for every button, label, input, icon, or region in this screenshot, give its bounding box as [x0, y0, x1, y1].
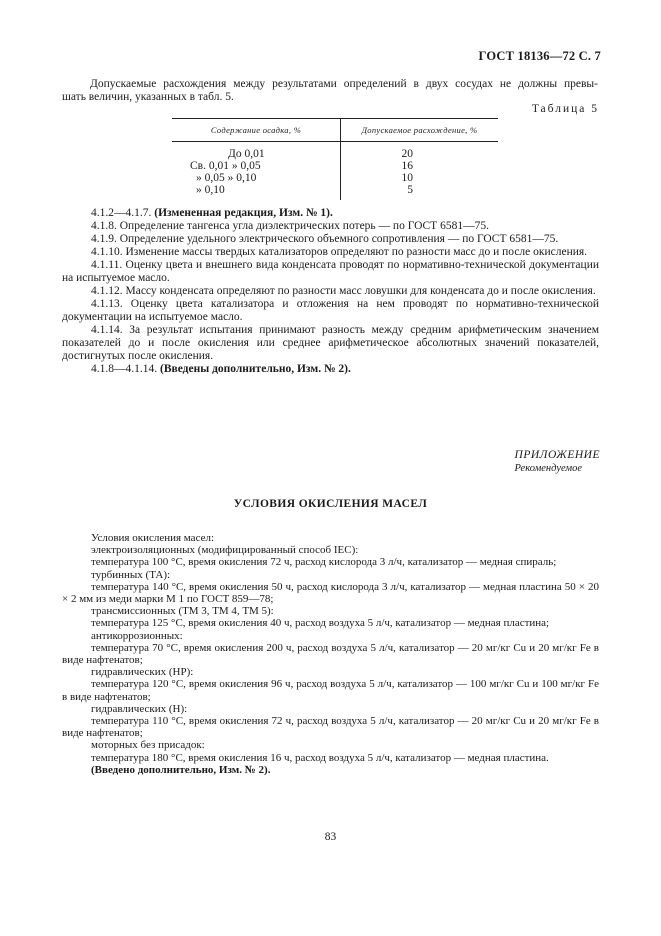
conditions-line: трансмиссионных (ТМ 3, ТМ 4, ТМ 5): [91, 605, 274, 618]
conditions-line: антикоррозионных: [91, 629, 183, 642]
table-cell-content: » 0,10 [172, 184, 341, 200]
clause-4-1-10: 4.1.10. Изменение массы твердых катализаторов определяют по разности масс до и после окисления. [91, 246, 588, 258]
clause-4-1-2 [62, 207, 599, 220]
clause-4-1-14: 4.1.14. За результат испытания принимают разность между средним арифметическим значением показателей до и после окисления или среднее арифметическое абсолютных значений показателей, достигнутых после окисления. [62, 324, 599, 362]
clause-4-1-12: 4.1.12. Массу конденсата определяют по разности масс ловушки для конденсата до и после окисления. [91, 285, 596, 297]
table-cell-content: » 0,05 » 0,10 [172, 172, 341, 184]
table-cell-tolerance: 5 [407, 184, 413, 196]
table-cell-tolerance: 10 [401, 172, 413, 184]
conditions-line: электроизоляционных (модифицированный способ IEC): [91, 544, 359, 557]
conditions-line: температура 110 °С, время окисления 72 ч, расход воздуха 5 л/ч, катализатор — 20 мг/кг Cu и 20 мг/кг Fe в виде нафтенатов; [62, 715, 599, 740]
table-header-tolerance: Допускаемое расхождение, % [341, 119, 499, 142]
conditions-line: температура 140 °С, время окисления 50 ч, расход кислорода 3 л/ч, катализатор — медная пластина 50 × 20 × 2 мм из меди марки М 1 по ГОСТ 859—78; [62, 580, 599, 606]
clauses-section [62, 207, 599, 376]
table-cell-content: Св. 0,01 » 0,05 [172, 160, 341, 172]
conditions-line: температура 180 °С, время окисления 16 ч, расход воздуха 5 л/ч, катализатор — медная пластина. [91, 751, 549, 764]
table-cell-content: До 0,01 [172, 142, 341, 161]
conditions-line: гидравлических (НР): [91, 666, 194, 679]
appendix-title: ПРИЛОЖЕНИЕ [514, 449, 600, 461]
section-title: УСЛОВИЯ ОКИСЛЕНИЯ МАСЕЛ [233, 498, 428, 510]
clause-4-1-11: 4.1.11. Оценку цвета и внешнего вида конденсата проводят по нормативно-технической документации на испытуемое масло. [62, 259, 599, 284]
clause-4-1-13: 4.1.13. Оценку цвета катализатора и отложения на нем проводят по нормативно-технической документации на испытуемое масло. [62, 298, 599, 323]
conditions-line: температура 125 °С, время окисления 40 ч, расход воздуха 5 л/ч, катализатор — медная пластина; [91, 617, 550, 630]
page-number: 83 [324, 831, 337, 843]
table-row [172, 172, 498, 184]
table-cell-tolerance: 16 [401, 160, 413, 172]
intro-paragraph [62, 78, 598, 104]
appendix-subtitle: Рекомендуемое [514, 463, 582, 474]
table-caption: Таблица 5 [531, 103, 599, 115]
conditions-amendment-note: (Введено дополнительно, Изм. № 2). [91, 763, 271, 776]
oxidation-conditions [62, 532, 599, 776]
clause-4-1-9: 4.1.9. Определение удельного электрического объемного сопротивления — по ГОСТ 6581—75. [91, 233, 559, 245]
appendix-label [515, 449, 600, 475]
tolerance-table [172, 118, 498, 200]
conditions-line: моторных без присадок: [91, 739, 205, 752]
table-row [172, 142, 498, 161]
clause-4-1-8-14-note: 4.1.8—4.1.14. (Введены дополнительно, Изм. № 2). [91, 363, 351, 375]
table-header-content: Содержание осадка, % [172, 119, 341, 142]
clause-4-1-2-text: 4.1.2—4.1.7. (Измененная редакция, Изм. № 1). [91, 207, 333, 219]
intro-line-1: Допускаемые расхождения между результатами определений в двух сосудах не должны превы- [90, 78, 598, 90]
conditions-line: температура 120 °С, время окисления 96 ч, расход воздуха 5 л/ч, катализатор — 100 мг/кг Cu и 100 мг/кг Fe в виде нафтенатов; [62, 678, 599, 703]
intro-line-2: шать величин, указанных в табл. 5. [62, 91, 234, 103]
conditions-line: турбинных (ТА): [91, 568, 171, 581]
table-row [172, 184, 498, 200]
clause-4-1-8: 4.1.8. Определение тангенса угла диэлектрических потерь — по ГОСТ 6581—75. [91, 220, 489, 232]
conditions-intro: Условия окисления масел: [91, 532, 215, 544]
conditions-line: температура 100 °С, время окисления 72 ч, расход кислорода 3 л/ч, катализатор — медная спираль; [91, 556, 557, 569]
table-cell-tolerance: 20 [401, 148, 413, 160]
table-row [172, 160, 498, 172]
conditions-line: гидравлических (Н): [91, 702, 188, 715]
page-header: ГОСТ 18136—72 С. 7 [478, 49, 601, 63]
conditions-line: температура 70 °С, время окисления 200 ч, расход воздуха 5 л/ч, катализатор — 20 мг/кг Cu и 20 мг/кг Fe в виде нафтенатов; [62, 641, 599, 667]
